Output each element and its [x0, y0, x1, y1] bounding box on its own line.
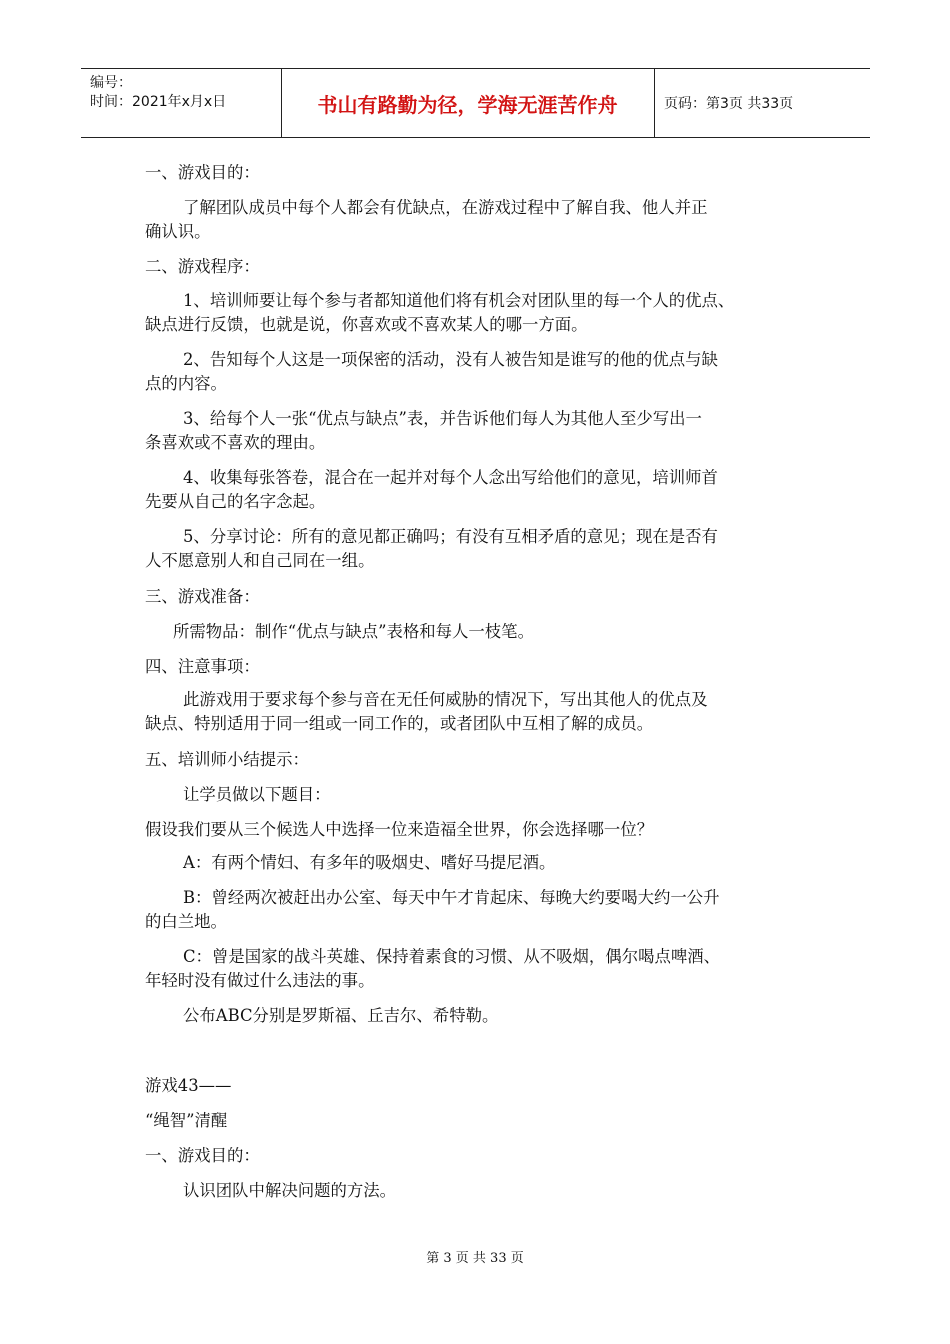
game-title: 游戏43——	[145, 1076, 232, 1095]
game-subtitle: “绳智”清醒	[145, 1111, 228, 1130]
paragraph-line: 人不愿意别人和自己同在一组。	[145, 551, 375, 570]
paragraph-line: 4、收集每张答卷，混合在一起并对每个人念出写给他们的意见，培训师首	[183, 468, 718, 487]
paragraph-line: 认识团队中解决问题的方法。	[183, 1181, 397, 1200]
paragraph-line: 3、给每个人一张“优点与缺点”表，并告诉他们每人为其他人至少写出一	[183, 409, 702, 428]
section-heading: 一、游戏目的：	[145, 163, 260, 182]
option-c-line: C：曾是国家的战斗英雄、保持着素食的习惯、从不吸烟，偶尔喝点啤酒、	[183, 947, 721, 966]
paragraph-line: 先要从自己的名字念起。	[145, 492, 326, 511]
paragraph-line: 所需物品：制作“优点与缺点”表格和每人一枝笔。	[173, 622, 534, 641]
paragraph-line: 年轻时没有做过什么违法的事。	[145, 971, 375, 990]
option-b-line: B：曾经两次被赶出办公室、每天中午才肯起床、每晚大约要喝大约一公升	[183, 888, 720, 907]
section-heading: 三、游戏准备：	[145, 587, 260, 606]
section-heading: 五、培训师小结提示：	[145, 750, 309, 769]
header-motto: 书山有路勤为径，学海无涯苦作舟	[281, 69, 655, 137]
paragraph-line: 的白兰地。	[145, 912, 227, 931]
paragraph-line: 此游戏用于要求每个参与音在无任何威胁的情况下，写出其他人的优点及	[183, 690, 708, 709]
page-footer: 第 3 页 共 33 页	[426, 1251, 524, 1266]
paragraph-line: 1、培训师要让每个参与者都知道他们将有机会对团队里的每一个人的优点、	[183, 291, 735, 310]
paragraph-line: 缺点、特别适用于同一组或一同工作的，或者团队中互相了解的成员。	[145, 714, 654, 733]
paragraph-line: 缺点进行反馈，也就是说，你喜欢或不喜欢某人的哪一方面。	[145, 315, 588, 334]
paragraph-line: 了解团队成员中每个人都会有优缺点，在游戏过程中了解自我、他人并正	[183, 198, 708, 217]
paragraph-line: 点的内容。	[145, 374, 227, 393]
header-page-info: 页码：第3页 共33页	[664, 96, 794, 112]
paragraph-line: 5、分享讨论：所有的意见都正确吗；有没有互相矛盾的意见；现在是否有	[183, 527, 718, 546]
section-heading: 二、游戏程序：	[145, 257, 260, 276]
option-a-line: A：有两个情妇、有多年的吸烟史、嗜好马提尼酒。	[183, 853, 556, 872]
date-label: 时间：2021年x月x日	[90, 94, 227, 110]
page-header	[81, 68, 870, 138]
section-heading: 四、注意事项：	[145, 657, 260, 676]
paragraph-line: 确认识。	[145, 222, 211, 241]
paragraph-line: 条喜欢或不喜欢的理由。	[145, 433, 326, 452]
paragraph-line: 公布ABC分别是罗斯福、丘吉尔、希特勒。	[183, 1006, 499, 1025]
number-label: 编号：	[90, 75, 132, 91]
paragraph-line: 让学员做以下题目：	[183, 785, 331, 804]
paragraph-line: 2、告知每个人这是一项保密的活动，没有人被告知是谁写的他的优点与缺	[183, 350, 718, 369]
paragraph-line: 假设我们要从三个候选人中选择一位来造福全世界，你会选择哪一位？	[145, 820, 654, 839]
header-meta-cell	[81, 69, 282, 137]
section-heading: 一、游戏目的：	[145, 1146, 260, 1165]
